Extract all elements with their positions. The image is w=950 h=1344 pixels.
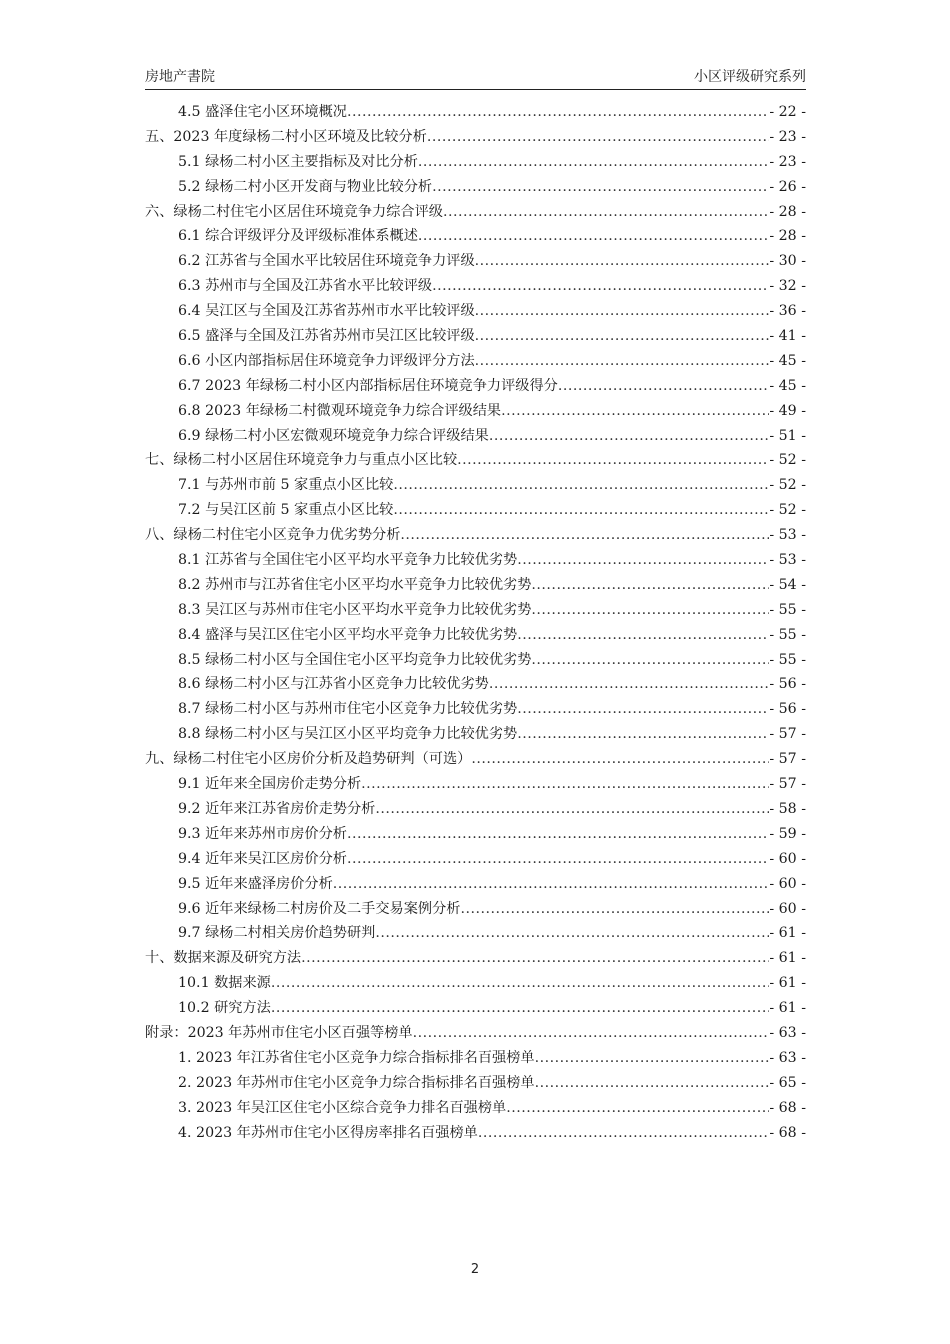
toc-section-entry[interactable]	[145, 822, 806, 847]
toc-entry-title: 9.5 近年来盛泽房价分析	[178, 875, 333, 892]
toc-entry-title: 8.4 盛泽与吴江区住宅小区平均水平竞争力比较优劣势	[178, 626, 518, 643]
toc-section-entry[interactable]	[145, 872, 806, 897]
toc-entry-page: - 32 -	[769, 278, 806, 295]
toc-entry-title: 6.8 2023 年绿杨二村微观环境竞争力综合评级结果	[178, 402, 502, 419]
header-publisher: 房地产書院	[145, 69, 215, 85]
toc-entry-title: 9.1 近年来全国房价走势分析	[178, 776, 362, 793]
toc-entry-page: - 63 -	[769, 1024, 806, 1041]
toc-section-entry[interactable]	[145, 996, 806, 1021]
toc-dot-leader	[418, 224, 769, 249]
toc-dot-leader	[535, 1071, 770, 1096]
toc-entry-title: 附录：2023 年苏州市住宅小区百强等榜单	[145, 1024, 413, 1041]
toc-dot-leader	[471, 747, 769, 772]
toc-chapter-entry[interactable]	[145, 1021, 806, 1046]
toc-dot-leader	[475, 349, 770, 374]
toc-dot-leader	[501, 399, 769, 424]
toc-section-entry[interactable]	[145, 971, 806, 996]
toc-chapter-entry[interactable]	[145, 125, 806, 150]
toc-entry-title: 2. 2023 年苏州市住宅小区竞争力综合指标排名百强榜单	[178, 1074, 535, 1091]
toc-dot-leader	[400, 523, 769, 548]
toc-entry-page: - 68 -	[769, 1124, 806, 1141]
toc-entry-title: 9.4 近年来吴江区房价分析	[178, 850, 347, 867]
toc-section-entry[interactable]	[145, 399, 806, 424]
toc-section-entry[interactable]	[145, 697, 806, 722]
header-series-title: 小区评级研究系列	[694, 69, 806, 85]
toc-entry-page: - 68 -	[769, 1099, 806, 1116]
page-number: 2	[470, 1262, 480, 1277]
table-of-contents	[145, 100, 806, 1145]
toc-entry-title: 6.3 苏州市与全国及江苏省水平比较评级	[178, 278, 433, 295]
toc-section-entry[interactable]	[145, 100, 806, 125]
toc-dot-leader	[393, 498, 769, 523]
toc-section-entry[interactable]	[145, 548, 806, 573]
toc-entry-page: - 54 -	[769, 576, 806, 593]
toc-dot-leader	[375, 797, 769, 822]
toc-section-entry[interactable]	[145, 672, 806, 697]
toc-dot-leader	[460, 897, 769, 922]
toc-entry-page: - 52 -	[769, 502, 806, 519]
toc-section-entry[interactable]	[145, 150, 806, 175]
toc-chapter-entry[interactable]	[145, 448, 806, 473]
toc-section-entry[interactable]	[145, 648, 806, 673]
toc-entry-title: 五、2023 年度绿杨二村小区环境及比较分析	[145, 128, 427, 145]
toc-entry-title: 5.1 绿杨二村小区主要指标及对比分析	[178, 153, 418, 170]
toc-entry-page: - 55 -	[769, 626, 806, 643]
toc-entry-page: - 63 -	[769, 1049, 806, 1066]
toc-dot-leader	[347, 822, 769, 847]
toc-entry-title: 9.2 近年来江苏省房价走势分析	[178, 800, 376, 817]
toc-section-entry[interactable]	[145, 299, 806, 324]
toc-entry-page: - 41 -	[769, 328, 806, 345]
toc-entry-title: 6.9 绿杨二村小区宏微观环境竞争力综合评级结果	[178, 427, 489, 444]
toc-entry-title: 6.1 综合评级评分及评级标准体系概述	[178, 228, 418, 245]
toc-entry-title: 1. 2023 年江苏省住宅小区竞争力综合指标排名百强榜单	[178, 1049, 535, 1066]
toc-entry-title: 9.7 绿杨二村相关房价趋势研判	[178, 925, 376, 942]
toc-section-entry[interactable]	[145, 847, 806, 872]
toc-entry-title: 3. 2023 年吴江区住宅小区综合竞争力排名百强榜单	[178, 1099, 507, 1116]
toc-entry-page: - 22 -	[769, 104, 806, 120]
toc-dot-leader	[271, 996, 769, 1021]
toc-entry-page: - 28 -	[769, 228, 806, 245]
toc-section-entry[interactable]	[145, 1046, 806, 1071]
toc-chapter-entry[interactable]	[145, 523, 806, 548]
toc-entry-title: 七、绿杨二村小区居住环境竞争力与重点小区比较	[145, 452, 458, 469]
toc-entry-page: - 53 -	[769, 527, 806, 544]
toc-section-entry[interactable]	[145, 498, 806, 523]
toc-entry-page: - 55 -	[769, 651, 806, 668]
toc-entry-page: - 28 -	[769, 203, 806, 220]
toc-dot-leader	[506, 1096, 769, 1121]
toc-entry-title: 6.5 盛泽与全国及江苏省苏州市吴江区比较评级	[178, 328, 475, 345]
toc-entry-page: - 23 -	[769, 128, 806, 145]
toc-section-entry[interactable]	[145, 722, 806, 747]
toc-section-entry[interactable]	[145, 1121, 806, 1146]
toc-entry-page: - 45 -	[769, 377, 806, 394]
toc-section-entry[interactable]	[145, 598, 806, 623]
toc-dot-leader	[361, 772, 769, 797]
toc-section-entry[interactable]	[145, 1071, 806, 1096]
toc-entry-page: - 57 -	[769, 726, 806, 743]
toc-dot-leader	[517, 623, 769, 648]
toc-section-entry[interactable]	[145, 324, 806, 349]
toc-dot-leader	[393, 473, 769, 498]
toc-entry-title: 6.2 江苏省与全国水平比较居住环境竞争力评级	[178, 253, 475, 270]
toc-entry-page: - 55 -	[769, 601, 806, 618]
toc-entry-page: - 60 -	[769, 850, 806, 867]
toc-section-entry[interactable]	[145, 797, 806, 822]
toc-entry-page: - 49 -	[769, 402, 806, 419]
toc-entry-page: - 52 -	[769, 452, 806, 469]
toc-dot-leader	[517, 548, 769, 573]
toc-dot-leader	[558, 374, 770, 399]
toc-entry-page: - 65 -	[769, 1074, 806, 1091]
toc-entry-page: - 61 -	[769, 950, 806, 967]
toc-entry-title: 6.7 2023 年绿杨二村小区内部指标居住环境竞争力评级得分	[178, 377, 558, 394]
toc-entry-title: 5.2 绿杨二村小区开发商与物业比较分析	[178, 178, 433, 195]
toc-section-entry[interactable]	[145, 921, 806, 946]
toc-dot-leader	[457, 448, 769, 473]
toc-dot-leader	[427, 125, 770, 150]
toc-entry-title: 8.6 绿杨二村小区与江苏省小区竞争力比较优劣势	[178, 676, 489, 693]
toc-dot-leader	[535, 1046, 770, 1071]
toc-dot-leader	[443, 200, 769, 225]
toc-entry-title: 十、数据来源及研究方法	[145, 950, 302, 967]
toc-entry-page: - 59 -	[769, 825, 806, 842]
toc-entry-title: 8.7 绿杨二村小区与苏州市住宅小区竞争力比较优劣势	[178, 701, 518, 718]
toc-section-entry[interactable]	[145, 349, 806, 374]
toc-dot-leader	[531, 573, 769, 598]
toc-entry-page: - 61 -	[769, 1000, 806, 1017]
toc-entry-page: - 36 -	[769, 303, 806, 320]
toc-entry-title: 八、绿杨二村住宅小区竞争力优劣势分析	[145, 527, 401, 544]
toc-entry-page: - 61 -	[769, 925, 806, 942]
toc-dot-leader	[478, 1121, 769, 1146]
toc-entry-page: - 52 -	[769, 477, 806, 494]
toc-entry-page: - 51 -	[769, 427, 806, 444]
toc-entry-title: 4.5 盛泽住宅小区环境概况	[178, 104, 347, 120]
toc-entry-title: 9.3 近年来苏州市房价分析	[178, 825, 347, 842]
toc-dot-leader	[375, 921, 769, 946]
toc-entry-title: 8.5 绿杨二村小区与全国住宅小区平均竞争力比较优劣势	[178, 651, 532, 668]
toc-dot-leader	[475, 299, 770, 324]
toc-dot-leader	[531, 648, 769, 673]
toc-entry-page: - 53 -	[769, 552, 806, 569]
toc-entry-page: - 61 -	[769, 975, 806, 992]
toc-chapter-entry[interactable]	[145, 747, 806, 772]
toc-entry-title: 九、绿杨二村住宅小区房价分析及趋势研判（可选）	[145, 751, 472, 768]
toc-entry-title: 6.6 小区内部指标居住环境竞争力评级评分方法	[178, 352, 475, 369]
toc-entry-title: 8.2 苏州市与江苏省住宅小区平均水平竞争力比较优劣势	[178, 576, 532, 593]
toc-dot-leader	[413, 1021, 770, 1046]
toc-entry-page: - 56 -	[769, 676, 806, 693]
toc-section-entry[interactable]	[145, 473, 806, 498]
toc-entry-title: 8.8 绿杨二村小区与吴江区小区平均竞争力比较优劣势	[178, 726, 518, 743]
toc-entry-page: - 56 -	[769, 701, 806, 718]
toc-entry-title: 10.1 数据来源	[178, 975, 271, 992]
toc-dot-leader	[432, 274, 769, 299]
toc-entry-page: - 60 -	[769, 900, 806, 917]
toc-chapter-entry[interactable]	[145, 946, 806, 971]
toc-dot-leader	[418, 150, 769, 175]
toc-section-entry[interactable]	[145, 274, 806, 299]
toc-entry-title: 4. 2023 年苏州市住宅小区得房率排名百强榜单	[178, 1124, 478, 1141]
toc-entry-title: 7.2 与吴江区前 5 家重点小区比较	[178, 502, 394, 519]
toc-entry-title: 9.6 近年来绿杨二村房价及二手交易案例分析	[178, 900, 461, 917]
toc-dot-leader	[475, 324, 770, 349]
toc-entry-page: - 23 -	[769, 153, 806, 170]
toc-dot-leader	[489, 424, 770, 449]
toc-entry-title: 8.3 吴江区与苏州市住宅小区平均水平竞争力比较优劣势	[178, 601, 532, 618]
toc-dot-leader	[517, 722, 769, 747]
toc-entry-page: - 26 -	[769, 178, 806, 195]
toc-dot-leader	[475, 249, 770, 274]
toc-dot-leader	[333, 872, 770, 897]
toc-dot-leader	[347, 847, 769, 872]
toc-section-entry[interactable]	[145, 424, 806, 449]
toc-entry-title: 8.1 江苏省与全国住宅小区平均水平竞争力比较优劣势	[178, 552, 518, 569]
toc-dot-leader	[301, 946, 769, 971]
toc-entry-title: 7.1 与苏州市前 5 家重点小区比较	[178, 477, 394, 494]
toc-section-entry[interactable]	[145, 623, 806, 648]
toc-dot-leader	[347, 100, 769, 125]
toc-chapter-entry[interactable]	[145, 200, 806, 225]
toc-dot-leader	[531, 598, 769, 623]
toc-dot-leader	[271, 971, 769, 996]
toc-entry-title: 6.4 吴江区与全国及江苏省苏州市水平比较评级	[178, 303, 475, 320]
toc-dot-leader	[432, 175, 769, 200]
toc-entry-title: 六、绿杨二村住宅小区居住环境竞争力综合评级	[145, 203, 443, 220]
header-divider	[145, 89, 806, 90]
toc-entry-page: - 45 -	[769, 352, 806, 369]
toc-entry-page: - 60 -	[769, 875, 806, 892]
toc-section-entry[interactable]	[145, 573, 806, 598]
toc-section-entry[interactable]	[145, 772, 806, 797]
toc-entry-page: - 57 -	[769, 776, 806, 793]
toc-section-entry[interactable]	[145, 224, 806, 249]
toc-entry-page: - 57 -	[769, 751, 806, 768]
toc-section-entry[interactable]	[145, 249, 806, 274]
toc-section-entry[interactable]	[145, 374, 806, 399]
toc-entry-title: 10.2 研究方法	[178, 1000, 271, 1017]
toc-section-entry[interactable]	[145, 1096, 806, 1121]
toc-section-entry[interactable]	[145, 897, 806, 922]
toc-section-entry[interactable]	[145, 175, 806, 200]
toc-entry-page: - 30 -	[769, 253, 806, 270]
toc-entry-page: - 58 -	[769, 800, 806, 817]
toc-dot-leader	[517, 697, 769, 722]
toc-dot-leader	[489, 672, 770, 697]
